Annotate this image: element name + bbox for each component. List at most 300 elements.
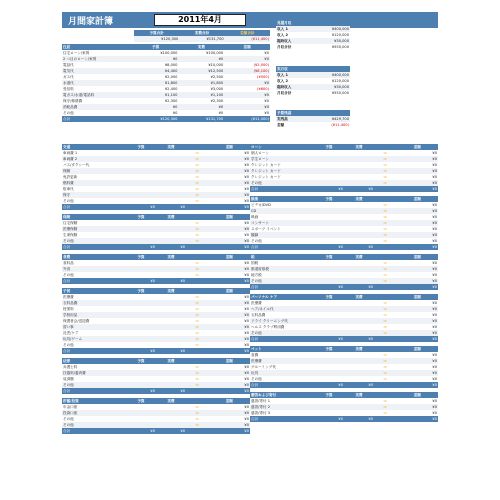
arrow-icon: ⇨ [186,312,209,318]
col-header: 差額 [397,294,438,300]
cell-value[interactable]: ¥1,100 [133,92,179,98]
cell-diff: ¥0 [432,399,437,403]
row-label: その他 [62,238,126,244]
row-label: 玩具 [250,370,314,376]
cell-diff: ¥0 [244,331,249,335]
arrow-icon: ⇨ [383,260,388,265]
row-label: 生命保険 [63,233,78,237]
cell-diff: ¥0 [209,168,250,174]
arrow-icon: ⇨ [195,416,200,421]
balance-block [276,110,350,128]
summary-budget: ¥120,300 [134,36,179,42]
col-header: 差額 [209,214,250,220]
total-cell: ¥0 [344,382,374,388]
row-label: 臨時収入 [276,84,313,90]
total-cell: ¥0 [209,278,250,284]
row-label: 保護者会/送迎費 [63,319,90,323]
row-label: 消耗品費 [62,104,133,110]
arrow-icon: ⇨ [186,238,209,244]
cell-diff: ¥0 [397,168,438,174]
row-label: 電ガス/水道/電話料 [62,92,133,98]
cell-diff: ¥0 [244,377,249,381]
col-header: 予算 [314,346,344,352]
row-label: クレジット カード [250,168,314,174]
cell-diff: ¥0 [432,353,437,357]
total-label: 合計 [250,186,314,192]
row-label: 託児/ケア [63,331,79,335]
summary-block [134,30,270,42]
cell-value[interactable]: ¥2,500 [210,75,224,79]
total-cell: ¥120,300 [133,116,179,122]
col-header: 実費 [344,392,374,398]
cell-value[interactable]: ¥550,000 [331,45,349,49]
cell-value[interactable]: ¥12,500 [178,68,224,74]
cell-diff: ¥0 [244,307,249,311]
cell-diff: ¥0 [432,227,437,231]
cell-diff: ¥0 [397,266,438,272]
arrow-icon: ⇨ [195,306,200,311]
arrow-icon: ⇨ [195,404,200,409]
cell-diff: ¥0 [397,330,438,336]
expense-section [62,214,250,250]
cell-diff: ¥0 [432,325,437,329]
row-label: 玩具/ゲーム [62,336,126,342]
cell-value[interactable]: ¥0 [178,56,224,62]
total-row [250,244,438,250]
total-label: 合計 [62,428,126,434]
cell-diff: ¥0 [397,306,438,312]
row-label: その他 [250,330,314,336]
cell-value[interactable]: ¥0 [133,56,179,62]
total-label: 合計 [250,336,314,342]
total-row [62,348,250,354]
arrow-icon: ⇨ [186,336,209,342]
arrow-icon: ⇨ [374,278,397,284]
cell-diff: ¥0 [209,238,250,244]
total-label: 合計 [62,244,126,250]
right-expense-column [250,144,438,426]
cell-diff: ¥0 [432,411,437,415]
arrow-icon: ⇨ [195,162,200,167]
arrow-icon: ⇨ [383,150,388,155]
total-cell: 合計 [62,116,133,122]
row-label: 電話代 [63,63,74,67]
total-row [250,382,438,388]
row-label: 医療費 [250,358,314,364]
spacer [186,244,209,250]
row-label: ガス代 [63,75,74,79]
arrow-icon: ⇨ [374,232,397,238]
cell-diff: (¥2,000) [253,63,269,67]
cell-diff: ¥0 [432,215,437,219]
section-header: ペット [250,346,314,352]
arrow-icon: ⇨ [374,330,397,336]
cell-diff: ¥0 [432,175,437,179]
row-label: 医療保険 [62,226,126,232]
col-header: 実費 [344,254,374,260]
expense-section [250,196,438,250]
row-label: 燃料費 [62,180,126,186]
section-header: 食費 [62,254,126,260]
row-label: 学生ローン [250,156,314,162]
total-cell: ¥0 [156,244,186,250]
total-cell: ¥0 [156,278,186,284]
total-cell: ¥0 [156,428,186,434]
expense-section [62,144,250,210]
arrow-icon: ⇨ [374,358,397,364]
cell-value[interactable]: (¥11,400) [331,123,349,127]
col-header: 実費 [156,144,186,150]
spacer [374,284,397,290]
cell-diff: ¥0 [209,410,250,416]
expense-section [62,288,250,354]
cell-value[interactable]: ¥100,000 [206,51,224,55]
row-label: 弁護士料 [63,365,78,369]
arrow-icon: ⇨ [186,324,209,330]
row-label: 習い事 [62,324,126,330]
table-row [276,122,350,128]
row-label: 収入 2 [277,79,288,83]
arrow-icon: ⇨ [374,180,397,186]
total-cell: (¥11,400) [224,116,270,122]
row-label: 臨時収入 [276,38,313,44]
col-header: 差額 [397,346,438,352]
cell-diff: ¥0 [264,99,269,103]
cell-diff: ¥0 [397,404,438,410]
col-header: 予算 [126,214,156,220]
spacer [186,204,209,210]
row-label: その他 [63,111,74,115]
arrow-icon: ⇨ [186,168,209,174]
cell-value[interactable]: ¥1,100 [178,92,224,98]
row-label: 個人ローン [251,151,269,155]
cell-value[interactable]: ¥0 [133,104,179,110]
cell-value[interactable]: ¥0 [178,104,224,110]
cell-value[interactable]: ¥400,000 [313,72,350,78]
cell-diff: ¥0 [209,192,250,198]
col-header: 予算 [126,144,156,150]
arrow-icon: ⇨ [374,318,397,324]
cell-diff: (¥600) [257,87,269,91]
cell-diff: ¥0 [209,300,250,306]
total-label: 合計 [250,416,314,422]
actual-income [276,66,350,96]
total-label: 合計 [62,278,126,284]
housing-section [62,44,270,122]
arrow-icon: ⇨ [383,226,388,231]
section-header: 税 [250,254,314,260]
row-label: その他 [63,199,74,203]
arrow-icon: ⇨ [195,318,200,323]
row-label: 返済額 [63,377,74,381]
arrow-icon: ⇨ [383,300,388,305]
summary-actual: ¥131,700 [179,36,224,42]
row-label: 外食 [62,266,126,272]
row-label: コンサート [250,220,314,226]
row-label: 収入 1 [276,72,313,78]
table-row [276,44,350,50]
row-label: 保守 [62,192,126,198]
arrow-icon: ⇨ [186,422,209,428]
arrow-icon: ⇨ [195,260,200,265]
cell-value[interactable]: ¥1,800 [178,80,224,86]
total-cell: ¥0 [156,204,186,210]
cell-value[interactable]: ¥1,800 [133,80,179,86]
arrow-icon: ⇨ [195,174,200,179]
total-cell: ¥0 [397,244,438,250]
total-cell: ¥0 [314,244,344,250]
col-header: 予算 [126,288,156,294]
cell-value[interactable]: ¥400,000 [313,26,350,32]
arrow-icon: ⇨ [374,370,397,376]
col-header: 実費 [156,254,186,260]
total-cell: ¥0 [156,388,186,394]
total-cell: ¥0 [344,336,374,342]
col-header: 差額 [397,196,438,202]
spacer [186,278,209,284]
total-cell: ¥0 [344,244,374,250]
total-cell: ¥0 [344,284,374,290]
spacer [374,336,397,342]
total-label: 合計 [250,382,314,388]
total-cell: ¥0 [344,416,374,422]
arrow-icon: ⇨ [195,198,200,203]
cell-diff: ¥0 [244,295,249,299]
spacer [374,244,397,250]
row-label: 慈善/寄付 1 [251,399,271,403]
section-header: 娯楽 [250,196,314,202]
cell-diff: ¥0 [209,422,250,428]
arrow-icon: ⇨ [383,410,388,415]
spacer [186,388,209,394]
summary-header: 予算合計 [134,30,179,36]
section-header: 保険 [62,214,126,220]
row-label: 水道代 [62,80,133,86]
cell-diff: ¥0 [397,318,438,324]
cell-diff: ¥0 [432,313,437,317]
total-cell: ¥0 [126,244,156,250]
month-field[interactable]: 2011年4月 [154,14,246,26]
total-label: 合計 [62,388,126,394]
total-row [62,244,250,250]
row-label: 衣料品費 [251,313,266,317]
total-label: 合計 [250,244,314,250]
arrow-icon: ⇨ [374,208,397,214]
row-label: その他 [63,417,74,421]
cell-value[interactable]: ¥100,000 [160,51,178,55]
row-label: 車両費 1 [63,151,78,155]
cell-value[interactable]: ¥429,700 [313,116,350,122]
col-header: 予算 [126,254,156,260]
col-header: 実費 [344,294,374,300]
cell-value[interactable]: ¥3,000 [210,87,224,91]
row-label: 国税 [251,261,259,265]
cell-diff: (¥500) [257,75,269,79]
col-header: 予算 [314,196,344,202]
row-label: グルーミング代 [251,365,276,369]
row-label: 観劇 [250,232,314,238]
section-header: 予算残高 [276,110,350,116]
arrow-icon: ⇨ [383,162,388,167]
cell-value[interactable]: ¥10,000 [208,63,224,67]
arrow-icon: ⇨ [374,306,397,312]
section-header: 子供 [62,288,126,294]
col-header: 実費 [156,214,186,220]
col-header: 実費 [156,358,186,364]
arrow-icon: ⇨ [186,226,209,232]
cell-diff: ¥0 [397,370,438,376]
page-title: 月間家計簿 [68,17,114,27]
row-label: その他 [63,273,74,277]
total-row [62,116,270,122]
row-label: 食費 [251,353,259,357]
cell-diff: ¥0 [224,104,270,110]
total-cell: ¥0 [209,428,250,434]
summary-header: 実費合計 [179,30,224,36]
row-label: バス/タクシー代 [63,163,90,167]
total-cell: ¥131,700 [178,116,224,122]
total-cell: ¥0 [209,348,250,354]
cell-diff: ¥0 [244,365,249,369]
cell-diff: ¥0 [209,370,250,376]
row-label: 扶養料/養育費 [62,370,126,376]
col-header: 差額 [397,392,438,398]
arrow-icon: ⇨ [383,238,388,243]
cell-value[interactable]: ¥2,400 [164,87,178,91]
row-label: 学校用品 [62,312,126,318]
cell-diff: ¥0 [244,319,249,323]
cell-diff: ¥0 [397,278,438,284]
row-label: 収入 2 [277,33,288,37]
arrow-icon: ⇨ [195,220,200,225]
total-cell: ¥0 [314,416,344,422]
arrow-icon: ⇨ [374,168,397,174]
cell-value[interactable]: ¥0 [172,111,178,115]
arrow-icon: ⇨ [383,376,388,381]
expense-section [250,144,438,192]
col-header: 予算 [126,398,156,404]
row-label: 衣料品費 [62,300,126,306]
arrow-icon: ⇨ [195,376,200,381]
total-cell: ¥0 [126,348,156,354]
cell-diff: ¥0 [432,203,437,207]
total-cell: ¥0 [397,336,438,342]
cell-value[interactable]: ¥120,000 [331,33,349,37]
total-cell: ¥0 [314,186,344,192]
cell-value[interactable]: ¥30,000 [313,84,350,90]
cell-diff: ¥0 [432,365,437,369]
cell-diff: ¥0 [209,226,250,232]
arrow-icon: ⇨ [383,364,388,369]
row-label: 授業料 [63,307,74,311]
arrow-icon: ⇨ [186,382,209,388]
expense-section [250,346,438,388]
cell-value[interactable]: ¥0 [218,111,224,115]
cell-value[interactable]: ¥2,300 [210,99,224,103]
cell-value[interactable]: ¥2,300 [164,99,178,103]
total-label: 合計 [250,284,314,290]
row-label: その他 [251,377,262,381]
col-header: 実費 [344,346,374,352]
cell-diff: ¥0 [244,343,249,347]
arrow-icon: ⇨ [186,180,209,186]
col-header: 差額 [209,358,250,364]
row-label: 地方税 [251,273,262,277]
row-label: ビデオ/DVD [251,203,271,207]
total-cell: ¥0 [126,204,156,210]
row-label: 医療費 [63,295,74,299]
arrow-icon: ⇨ [383,174,388,179]
arrow-icon: ⇨ [195,232,200,237]
section-header: 贈答および寄付 [250,392,314,398]
expense-section [62,358,250,394]
total-cell: ¥0 [156,348,186,354]
total-cell: ¥0 [126,278,156,284]
row-label: スポーツ イベント [251,227,281,231]
col-header: 予算 [126,358,156,364]
row-label: その他 [250,278,314,284]
row-label: 免許更新 [63,175,78,179]
row-label: 保守/修繕費 [63,99,83,103]
cell-value[interactable]: ¥120,000 [331,79,349,83]
total-row [250,284,438,290]
spacer [374,382,397,388]
arrow-icon: ⇨ [374,156,397,162]
arrow-icon: ⇨ [195,342,200,347]
cell-diff: ¥0 [397,232,438,238]
col-header: 予算 [314,392,344,398]
row-label: その他 [250,180,314,186]
cell-value[interactable]: ¥30,000 [313,38,350,44]
total-row [62,388,250,394]
arrow-icon: ⇨ [383,352,388,357]
cell-diff: ¥0 [209,324,250,330]
row-label: 住宅保険 [63,221,78,225]
total-cell: ¥0 [126,388,156,394]
col-header: 実費 [156,398,186,404]
total-cell: ¥0 [209,388,250,394]
row-label: 電気代 [62,68,133,74]
row-label: 投資口座 [62,410,126,416]
cell-value[interactable]: ¥550,000 [331,91,349,95]
arrow-icon: ⇨ [383,202,388,207]
section-header: 住居 [62,44,133,50]
spacer [186,428,209,434]
arrow-icon: ⇨ [186,156,209,162]
cell-value[interactable]: ¥2,000 [164,75,178,79]
cell-diff: ¥0 [209,266,250,272]
cell-diff: ¥0 [432,273,437,277]
cell-value[interactable]: ¥4,400 [133,68,179,74]
total-cell: ¥0 [397,186,438,192]
row-label: 食料品 [63,261,74,265]
expense-section [62,254,250,284]
row-label: 駐車代 [63,187,74,191]
row-label: クレジット カード [251,163,281,167]
cell-diff: ¥0 [432,377,437,381]
summary-diff: (¥11,400) [225,36,270,42]
cell-diff: ¥0 [224,92,270,98]
row-label: 都道府県税 [250,266,314,272]
row-label: 年金口座 [63,405,78,409]
total-cell: ¥0 [344,186,374,192]
row-label: CD [250,208,314,214]
arrow-icon: ⇨ [195,272,200,277]
cell-value[interactable]: ¥8,000 [164,63,178,67]
section-header: 交通 [62,144,126,150]
row-label: 収入 1 [276,26,313,32]
total-cell: ¥0 [314,382,344,388]
